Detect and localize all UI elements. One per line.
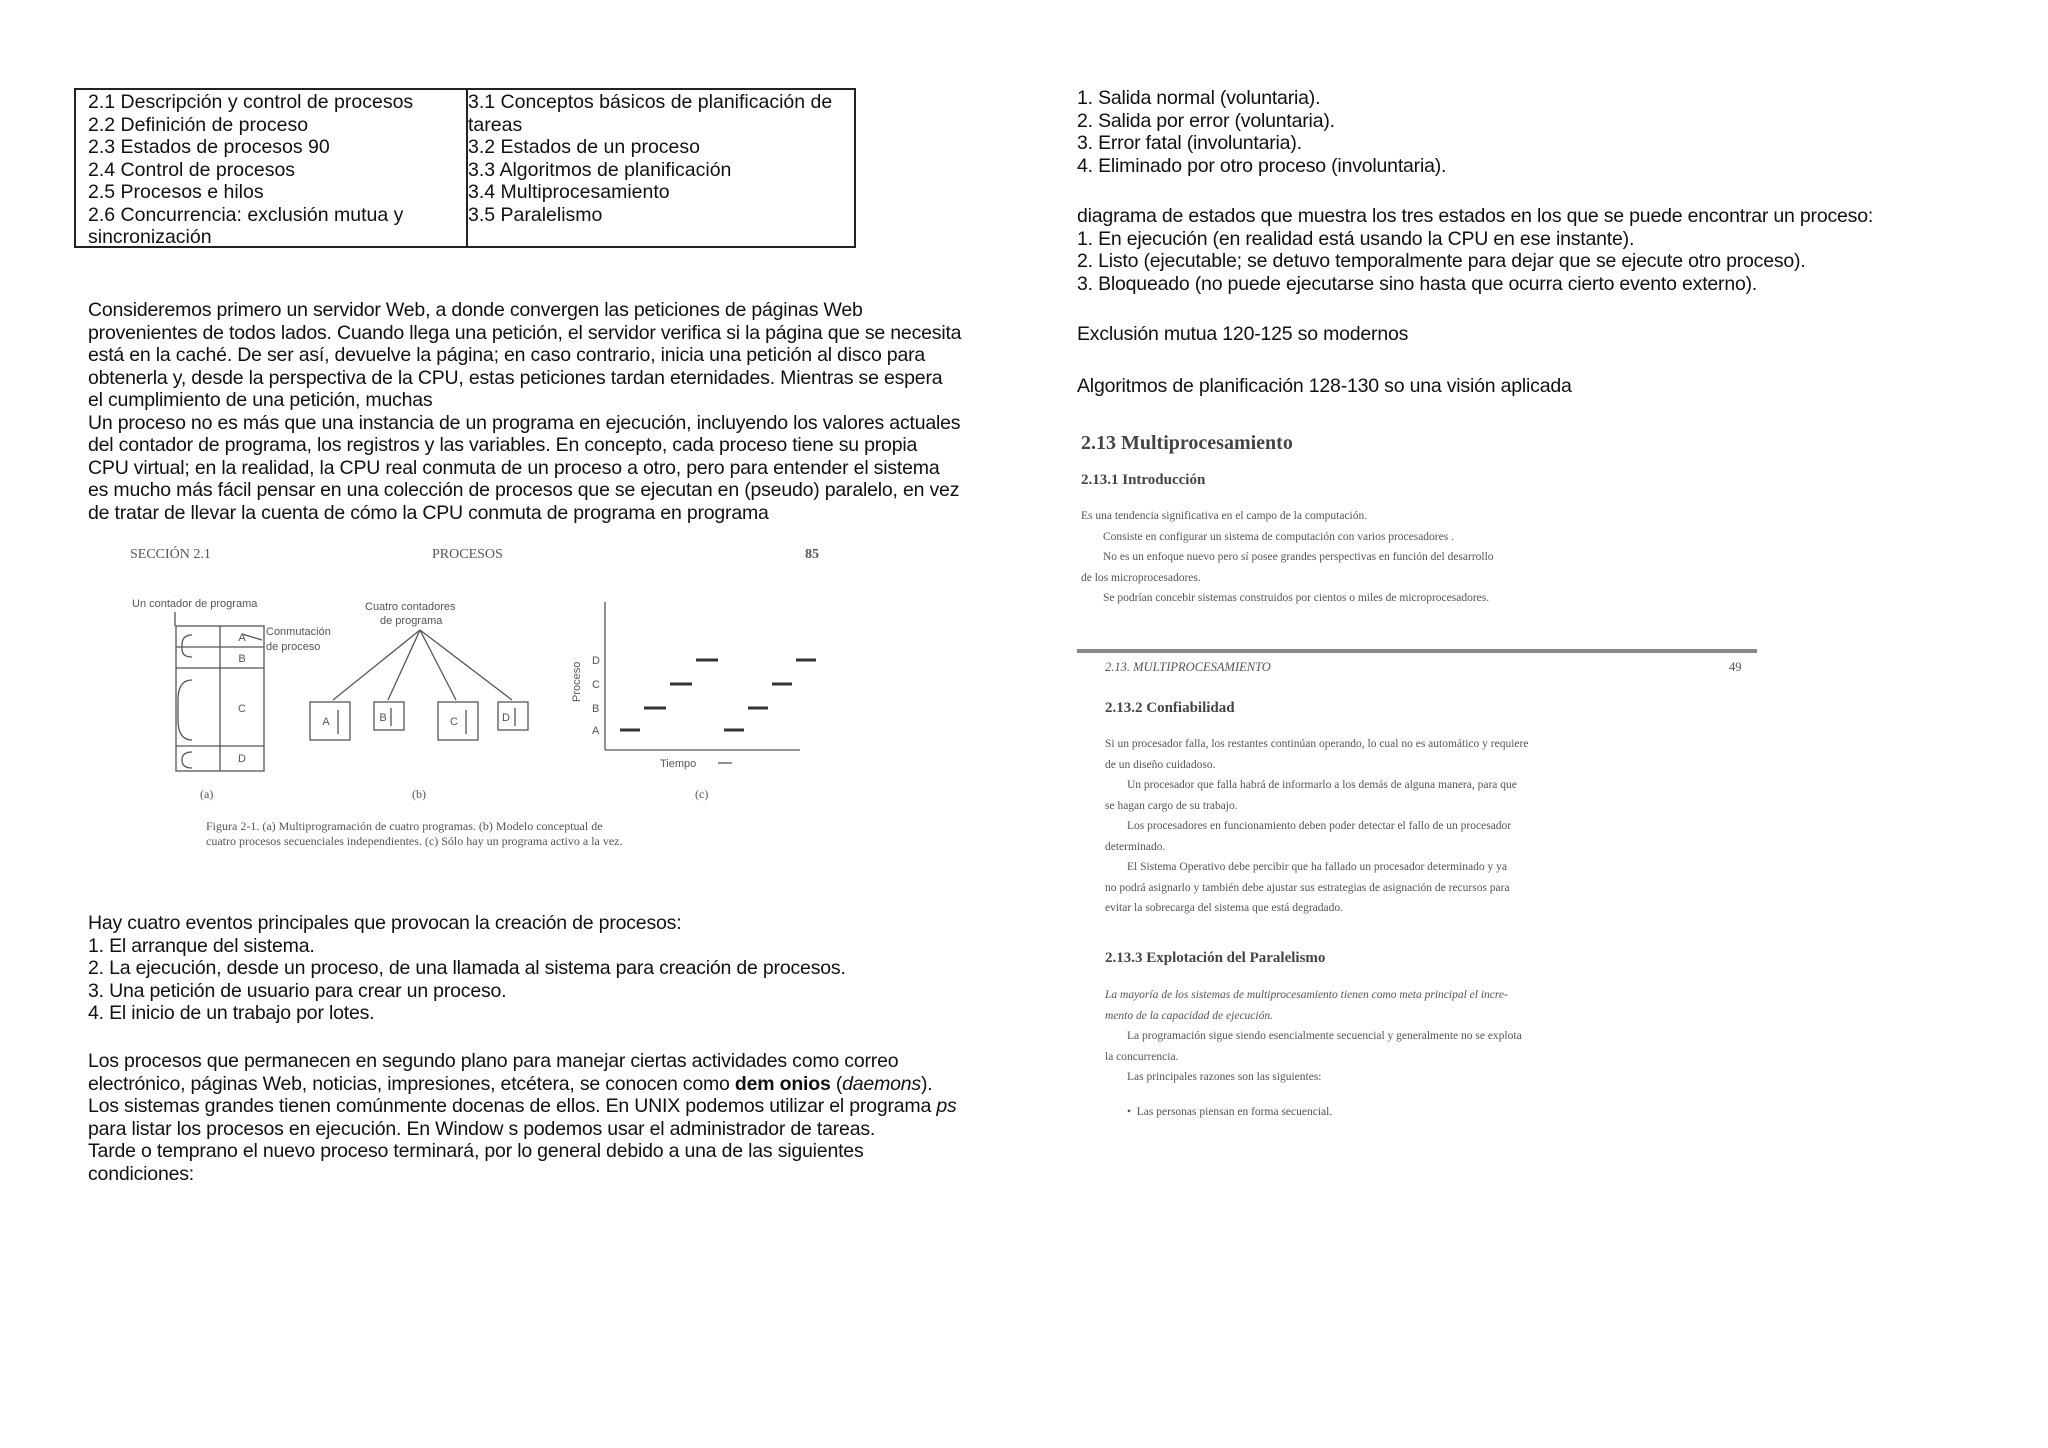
figure-c-letter: A: [592, 725, 600, 737]
toc-column-chapter-2: [76, 90, 468, 246]
figure-subcaption-a: (a): [200, 787, 214, 801]
figure-a-letter: C: [238, 703, 246, 715]
list-item: 1. Salida normal (voluntaria).: [1077, 87, 1321, 109]
scan-line: no podrá asignarlo y también debe ajustar sus estrategias de asignación de recursos para: [1105, 881, 1510, 894]
paragraph-line: del contador de programa, los registros y las variables. En concepto, cada proceso tiene su propia: [88, 434, 918, 456]
toc-item: 3.4 Multiprocesamiento: [468, 181, 670, 203]
scan-line: mento de la capacidad de ejecución.: [1105, 1009, 1273, 1022]
scan-paragraph: [1105, 985, 1522, 1088]
subsection-heading: 2.13.1 Introducción: [1081, 472, 1206, 488]
list-item: diagrama de estados que muestra los tres estados en los que se puede encontrar un proceso:: [1077, 205, 1874, 227]
page-divider: [1077, 649, 1757, 653]
toc-item: 3.3 Algoritmos de planificación: [468, 158, 732, 181]
paragraph-line: Tarde o temprano el nuevo proceso terminará, por lo general debido a una de las siguientes: [88, 1140, 864, 1162]
figure-a-letter: A: [238, 632, 246, 644]
figure-2-1-diagram: [120, 540, 840, 860]
paragraph-line: condiciones:: [88, 1162, 195, 1185]
text-run: (: [830, 1072, 843, 1095]
scan-line: la concurrencia.: [1105, 1050, 1179, 1063]
figure-a-letter: D: [238, 753, 246, 765]
figure-caption-line: Figura 2-1. (a) Multiprogramación de cuatro programas. (b) Modelo conceptual de: [206, 819, 603, 833]
toc-item: 2.4 Control de procesos: [88, 158, 296, 181]
toc-item: 3.5 Paralelismo: [468, 203, 603, 226]
figure-c-letter: D: [592, 655, 600, 667]
scan-line: determinado.: [1105, 840, 1166, 853]
scheduling-note: Algoritmos de planificación 128-130 so una visión aplicada: [1077, 375, 1572, 397]
states-list: [1077, 205, 1873, 295]
scan-line: No es un enfoque nuevo pero sí posee grandes perspectivas en función del desarrollo: [1103, 551, 1494, 563]
scan-line: Consiste en configurar un sistema de computación con varios procesadores .: [1103, 530, 1454, 543]
text-run: Los sistemas grandes tienen comúnmente docenas de ellos. En UNIX podemos utilizar el programa: [88, 1095, 937, 1117]
figure-c-timeline-axes: [605, 602, 800, 763]
figure-label-four-counters: de programa: [380, 615, 443, 627]
scan-line: El Sistema Operativo debe percibir que ha fallado un procesador determinado y ya: [1127, 861, 1507, 873]
toc-item: 3.2 Estados de un proceso: [468, 136, 700, 158]
toc-item: 2.6 Concurrencia: exclusión mutua y: [88, 203, 404, 226]
subsection-heading: 2.13.2 Confiabilidad: [1105, 700, 1235, 716]
paragraph-line: Consideremos primero un servidor Web, a donde convergen las peticiones de páginas Web: [88, 299, 863, 321]
figure-label-switch: Conmutación: [266, 626, 331, 638]
figure-b-letter: B: [379, 712, 387, 724]
bullet-icon: •: [1127, 1106, 1137, 1118]
figure-a-program-stack: [175, 612, 264, 771]
running-head: 2.13. MULTIPROCESAMIENTO: [1105, 660, 1271, 674]
scan-line: La programación sigue siendo esencialmente secuencial y generalmente no se explota: [1127, 1030, 1522, 1042]
figure-center-header: PROCESOS: [432, 547, 503, 562]
paragraph-line: [88, 1095, 957, 1118]
events-list-item: 2. La ejecución, desde un proceso, de una llamada al sistema para creación de procesos.: [88, 957, 846, 979]
daemons-term: dem onios: [734, 1072, 831, 1095]
figure-b-letter: C: [450, 716, 458, 728]
paragraph-line: CPU virtual; en la realidad, la CPU real conmuta de un proceso a otro, pero para entender el sistema: [88, 456, 940, 479]
toc-item: 2.3 Estados de procesos 90: [88, 136, 330, 158]
events-list-item: 3. Una petición de usuario para crear un proceso.: [88, 979, 507, 1002]
figure-page-number: 85: [805, 547, 819, 562]
events-list-item: 4. El inicio de un trabajo por lotes.: [88, 1002, 375, 1024]
figure-b-letter: A: [322, 716, 330, 728]
scan-line: Si un procesador falla, los restantes continúan operando, lo cual no es automático y requiere: [1105, 738, 1529, 750]
scan-paragraph: [1105, 734, 1528, 919]
scan-line: Las principales razones son las siguientes:: [1127, 1071, 1322, 1083]
scan-bullet-text: Las personas piensan en forma secuencial.: [1136, 1106, 1333, 1118]
figure-2-1: [120, 540, 840, 860]
figure-c-timeline-bars: [620, 660, 816, 730]
scan-line: Los procesadores en funcionamiento deben poder detectar el fallo de un procesador: [1127, 820, 1512, 832]
toc-item: 3.1 Conceptos básicos de planificación de: [468, 91, 833, 113]
events-list-item: 1. El arranque del sistema.: [88, 934, 315, 957]
figure-subcaption-b: (b): [412, 787, 426, 801]
ps-command: ps: [936, 1095, 957, 1117]
toc-item: 2.2 Definición de proceso: [88, 113, 309, 136]
figure-label-switch: de proceso: [266, 641, 321, 653]
paragraph-line: [88, 1073, 957, 1096]
paragraph-line: obtenerla y, desde la perspectiva de la CPU, estas peticiones tardan eternidades. Mientras se espera: [88, 366, 943, 389]
daemons-paragraph: [88, 1050, 957, 1185]
paragraph-line: provenientes de todos lados. Cuando llega una petición, el servidor verifica si la página que se necesita: [88, 321, 962, 344]
paragraph-line: está en la caché. De ser así, devuelve la página; en caso contrario, inicia una petición al disco para: [88, 344, 926, 366]
subsection-heading: 2.13.3 Explotación del Paralelismo: [1105, 950, 1326, 966]
daemons-term-english: daemons: [842, 1072, 921, 1095]
paragraph-line: el cumplimiento de una petición, muchas: [88, 389, 433, 411]
text-run: ).: [920, 1072, 933, 1095]
list-item: 3. Error fatal (involuntaria).: [1077, 132, 1302, 154]
scan-line: La mayoría de los sistemas de multiprocesamiento tienen como meta principal el incre-: [1105, 989, 1508, 1001]
toc-item: tareas: [468, 113, 523, 136]
list-item: 3. Bloqueado (no puede ejecutarse sino hasta que ocurra cierto evento externo).: [1077, 272, 1758, 295]
figure-c-letter: C: [592, 679, 600, 691]
list-item: 1. En ejecución (en realidad está usando la CPU en ese instante).: [1077, 227, 1635, 250]
paragraph-line: Un proceso no es más que una instancia de un programa en ejecución, incluyendo los valores actuales: [88, 411, 961, 434]
paragraph-line: para listar los procesos en ejecución. En Window s podemos usar el administrador de tareas.: [88, 1117, 876, 1140]
scan-line: evitar la sobrecarga del sistema que está degradado.: [1105, 902, 1343, 914]
figure-c-axis-process: Proceso: [571, 661, 583, 702]
toc-item: sincronización: [88, 226, 212, 248]
scanned-excerpt: [1077, 420, 1797, 1140]
scan-line: de un diseño cuidadoso.: [1105, 758, 1216, 771]
figure-section-header: SECCIÓN 2.1: [130, 547, 211, 562]
scan-line: se hagan cargo de su trabajo.: [1105, 799, 1238, 812]
toc-item: 2.5 Procesos e hilos: [88, 181, 264, 203]
scan-line: Se podrían concebir sistemas construidos por cientos o miles de microprocesadores.: [1103, 592, 1490, 604]
figure-c-axis-time: Tiempo: [660, 758, 697, 770]
scan-line: de los microprocesadores.: [1081, 571, 1201, 584]
exit-conditions-list: [1077, 87, 1446, 177]
scan-bullet: [1127, 1106, 1332, 1118]
events-intro: Hay cuatro eventos principales que provocan la creación de procesos:: [88, 912, 682, 934]
figure-b-four-processes: [310, 630, 528, 740]
figure-label-four-counters: Cuatro contadores: [365, 601, 456, 613]
intro-paragraph: [88, 299, 961, 524]
paragraph-line: de tratar de llevar la cuenta de cómo la CPU conmuta de programa en programa: [88, 501, 769, 524]
paragraph-line: es mucho más fácil pensar en una colección de procesos que se ejecutan en (pseudo) paralelo, en vez: [88, 479, 960, 501]
scan-paragraph: [1081, 506, 1494, 609]
mutex-note: Exclusión mutua 120-125 so modernos: [1077, 323, 1409, 345]
toc-table: [74, 88, 856, 248]
list-item: 2. Salida por error (voluntaria).: [1077, 109, 1335, 132]
figure-a-letter: B: [238, 653, 246, 665]
figure-c-letter: B: [592, 703, 600, 715]
figure-subcaption-c: (c): [695, 787, 709, 801]
figure-label-counter: Un contador de programa: [132, 598, 258, 610]
scan-page-number: 49: [1729, 660, 1742, 674]
paragraph-line: Los procesos que permanecen en segundo plano para manejar ciertas actividades como correo: [88, 1050, 899, 1072]
list-item: 4. Eliminado por otro proceso (involuntaria).: [1077, 154, 1447, 177]
events-section: [88, 912, 846, 1025]
toc-column-chapter-3: [456, 90, 858, 246]
scan-line: Es una tendencia significativa en el campo de la computación.: [1081, 510, 1368, 522]
list-item: 2. Listo (ejecutable; se detuvo temporalmente para dejar que se ejecute otro proceso).: [1077, 250, 1806, 272]
toc-item: 2.1 Descripción y control de procesos: [88, 91, 414, 113]
figure-caption-line: cuatro procesos secuenciales independientes. (c) Sólo hay un programa activo a la vez.: [206, 834, 623, 848]
section-heading: 2.13 Multiprocesamiento: [1081, 432, 1293, 454]
scan-line: Un procesador que falla habrá de informarlo a los demás de alguna manera, para que: [1127, 779, 1517, 791]
figure-b-letter: D: [502, 712, 510, 724]
text-run: electrónico, páginas Web, noticias, impresiones, etcétera, se conocen como: [88, 1072, 735, 1095]
